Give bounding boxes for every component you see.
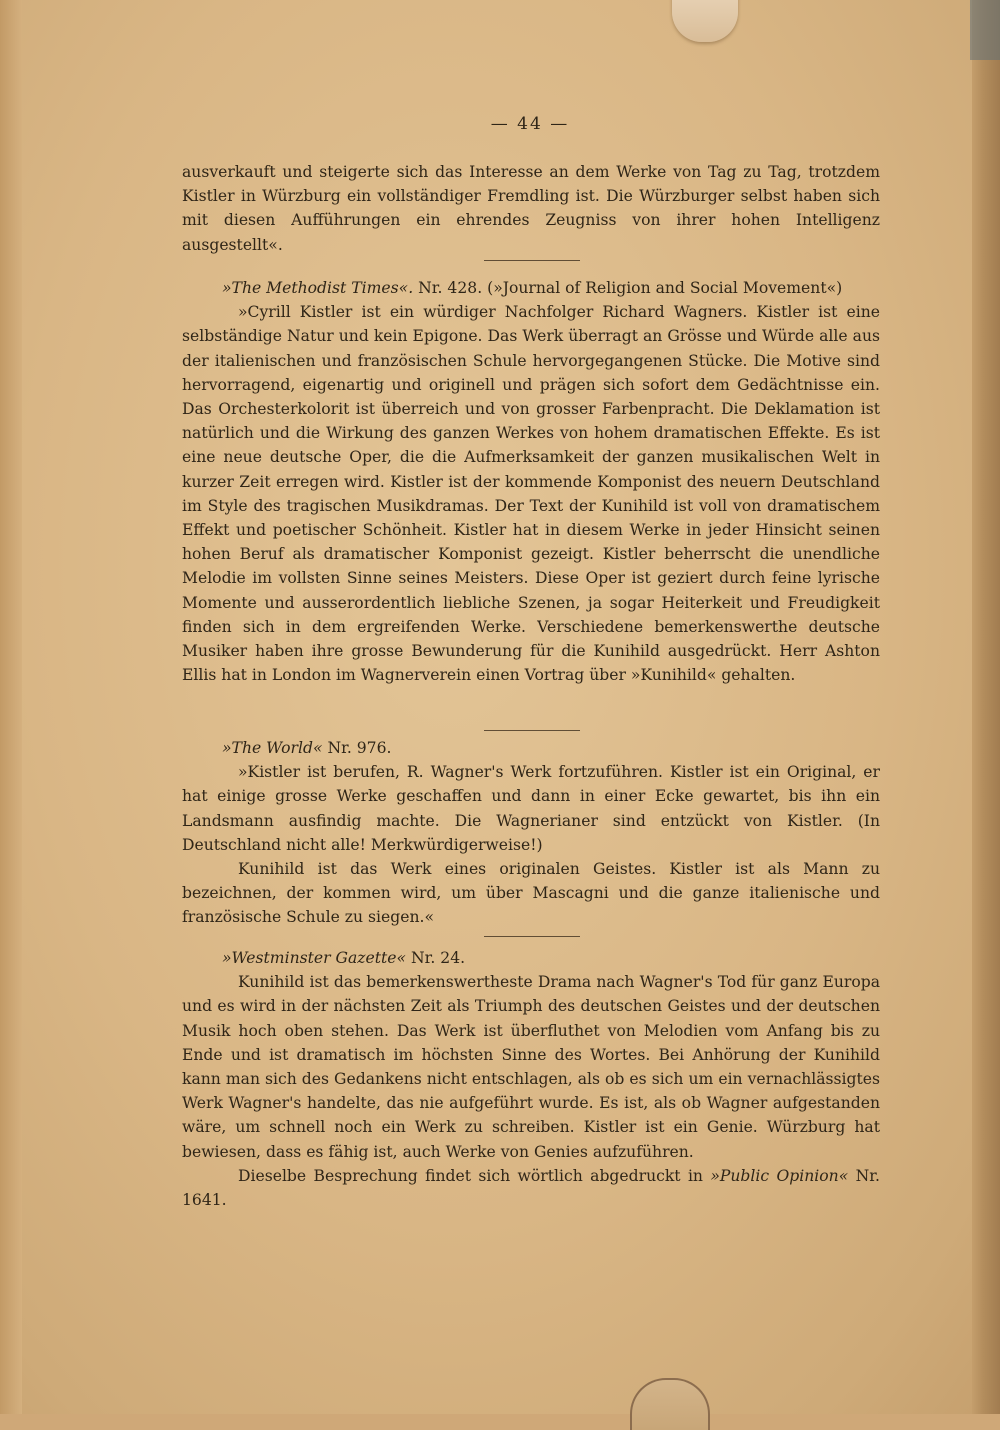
paragraph: »Kistler ist berufen, R. Wagner's Werk fortzuführen. Kistler ist ein Original, er hat einige grosse Werke geschaffen und dann in einer Ecke gewartet, bis ihn ein Landsmann ausfindig machte. Die Wagnerianer sind entzückt von Kistler. (In Deutschland nicht alle! Merkwürdigerweise!) bbox=[182, 763, 880, 854]
closing-text: Dieselbe Besprechung findet sich wörtlich abgedruckt in bbox=[238, 1166, 711, 1185]
source-reference: Nr. 976. bbox=[322, 739, 392, 757]
source-title: »The World« bbox=[222, 739, 323, 757]
page-edge-left bbox=[0, 0, 22, 1414]
page-edge-right bbox=[972, 0, 1000, 1414]
source-reference: Nr. 24. bbox=[406, 949, 466, 967]
source-heading bbox=[182, 736, 880, 760]
closing-source-reference: Nr. 1641. bbox=[182, 1166, 880, 1210]
page-number: — 44 — bbox=[490, 114, 570, 134]
closing-paragraph bbox=[182, 1164, 880, 1212]
section-divider bbox=[484, 936, 580, 937]
the-world-section bbox=[182, 736, 880, 930]
paragraph: Kunihild ist das Werk eines originalen Geistes. Kistler ist als Mann zu bezeichnen, der kommen wird, um über Mascagni und die ganze italienische und französische Schule zu siegen.« bbox=[182, 860, 880, 927]
source-title: »Westminster Gazette« bbox=[222, 949, 407, 967]
section-divider bbox=[484, 260, 580, 261]
paragraph: »Cyrill Kistler ist ein würdiger Nachfolger Richard Wagners. Kistler ist eine selbständige Natur und kein Epigone. Das Werk überragt an Grösse und Würde alle aus der italienischen und französischen Schule hervorgegangenen Stücke. Die Motive sind hervorragend, eigenartig und originell und prägen sich sofort dem Gedächtnisse ein. Das Orchesterkolorit ist überreich und von grosser Farbenpracht. Die Deklamation ist natürlich und die Wirkung des ganzen Werkes von hohem dramatischen Effekte. Es ist eine neue deutsche Oper, die die Aufmerksamkeit der ganzen musikalischen Welt in kurzer Zeit erregen wird. Kistler ist der kommende Komponist des neuern Deutschland im Style des tragischen Musikdramas. Der Text der Kunihild ist voll von dramatischem Effekt und poetischer Schönheit. Kistler hat in diesem Werke in jeder Hinsicht seinen hohen Beruf als dramatischer Komponist gezeigt. Kistler beherrscht die unendliche Melodie im vollsten Sinne seines Meisters. Diese Oper ist geziert durch feine lyrische Momente und ausserordentlich liebliche Szenen, ja sogar Heiterkeit und Freudigkeit finden sich in dem ergreifenden Werke. Verschiedene bemerkenswerthe deutsche Musiker haben ihre grosse Bewunderung für die Kunihild ausgedrückt. Herr Ashton Ellis hat in London im Wagnerverein einen Vortrag über »Kunihild« gehalten. bbox=[182, 303, 880, 685]
source-title: »The Methodist Times«. bbox=[222, 279, 414, 297]
paper-clip-bottom bbox=[630, 1378, 710, 1430]
section-divider bbox=[484, 730, 580, 731]
closing-source-title: »Public Opinion« bbox=[710, 1166, 849, 1185]
paper-clip-top bbox=[672, 0, 738, 42]
westminster-gazette-section bbox=[182, 946, 880, 1212]
paragraph: Kunihild ist das bemerkenswertheste Drama nach Wagner's Tod für ganz Europa und es wird in der nächsten Zeit als Triumph des deutschen Geistes und der deutschen Musik hoch oben stehen. Das Werk ist überfluthet von Melodien vom Anfang bis zu Ende und ist dramatisch im höchsten Sinne des Wortes. Bei Anhörung der Kunihild kann man sich des Gedankens nicht entschlagen, als ob es sich um ein vernachlässigtes Werk Wagner's handelte, das nie aufgeführt wurde. Es ist, als ob Wagner aufgestanden wäre, um schnell noch ein Werk zu schreiben. Kistler ist ein Genie. Würzburg hat bewiesen, dass es fähig ist, auch Werke von Genies aufzuführen. bbox=[182, 973, 880, 1161]
paragraph: ausverkauft und steigerte sich das Interesse an dem Werke von Tag zu Tag, trotzdem Kistler in Würzburg ein vollständiger Fremdling ist. Die Würzburger selbst haben sich mit diesen Aufführungen ein ehrendes Zeugniss von ihrer hohen Intelligenz ausgestellt«. bbox=[182, 163, 880, 254]
continuation-section bbox=[182, 160, 880, 257]
source-heading bbox=[182, 276, 880, 300]
cover-strip bbox=[970, 0, 1000, 60]
methodist-times-section bbox=[182, 276, 880, 687]
source-reference: Nr. 428. (»Journal of Religion and Social Movement«) bbox=[413, 279, 843, 297]
source-heading bbox=[182, 946, 880, 970]
